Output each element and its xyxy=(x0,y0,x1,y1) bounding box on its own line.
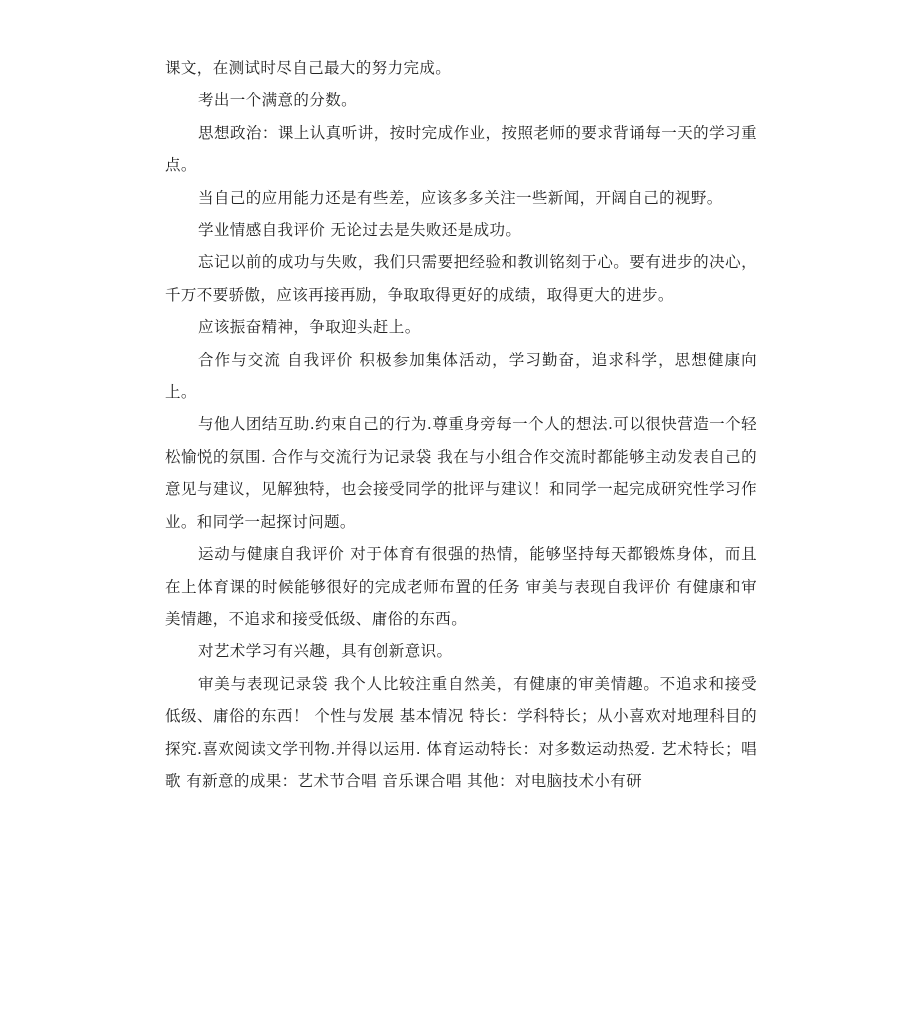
paragraph-1: 课文，在测试时尽自己最大的努力完成。 xyxy=(165,59,452,77)
paragraph-8: 合作与交流 自我评价 积极参加集体活动，学习勤奋，追求科学，思想健康向上。 xyxy=(165,350,757,402)
document-body xyxy=(165,52,757,797)
paragraph-2: 考出一个满意的分数。 xyxy=(198,91,358,110)
paragraph-12: 审美与表现记录袋 我个人比较注重自然美，有健康的审美情趣。不追求和接受低级、庸俗的东西！ 个性与发展 基本情况 特长：学科特长；从小喜欢对地理科目的探究.喜欢阅读文学刊物.并得以运用. 体育运动特长：对多数运动热爱. 艺术特长；唱歌 有新意的成果：艺术节合唱 音乐课合唱 其他：对电脑技术小有研 xyxy=(165,674,757,790)
paragraph-10: 运动与健康自我评价 对于体育有很强的热情，能够坚持每天都锻炼身体，而且在上体育课的时候能够很好的完成老师布置的任务 审美与表现自我评价 有健康和审美情趣，不追求和接受低级、庸俗的东西。 xyxy=(165,545,757,628)
paragraph-4: 当自己的应用能力还是有些差，应该多多关注一些新闻，开阔自己的视野。 xyxy=(198,188,723,207)
paragraph-11: 对艺术学习有兴趣，具有创新意识。 xyxy=(198,642,453,661)
paragraph-5: 学业情感自我评价 无论过去是失败还是成功。 xyxy=(198,221,522,240)
paragraph-3: 思想政治：课上认真听讲，按时完成作业，按照老师的要求背诵每一天的学习重点。 xyxy=(165,123,757,175)
paragraph-6: 忘记以前的成功与失败，我们只需要把经验和教训铭刻于心。要有进步的决心，千万不要骄傲，应该再接再励，争取取得更好的成绩，取得更大的进步。 xyxy=(165,253,757,304)
paragraph-9: 与他人团结互助.约束自己的行为.尊重身旁每一个人的想法.可以很快营造一个轻松愉悦的氛围. 合作与交流行为记录袋 我在与小组合作交流时都能够主动发表自己的意见与建议，见解独特，也会接受同学的批评与建议！和同学一起完成研究性学习作业。和同学一起探讨问题。 xyxy=(165,415,757,531)
paragraph-7: 应该振奋精神，争取迎头赶上。 xyxy=(198,318,421,337)
